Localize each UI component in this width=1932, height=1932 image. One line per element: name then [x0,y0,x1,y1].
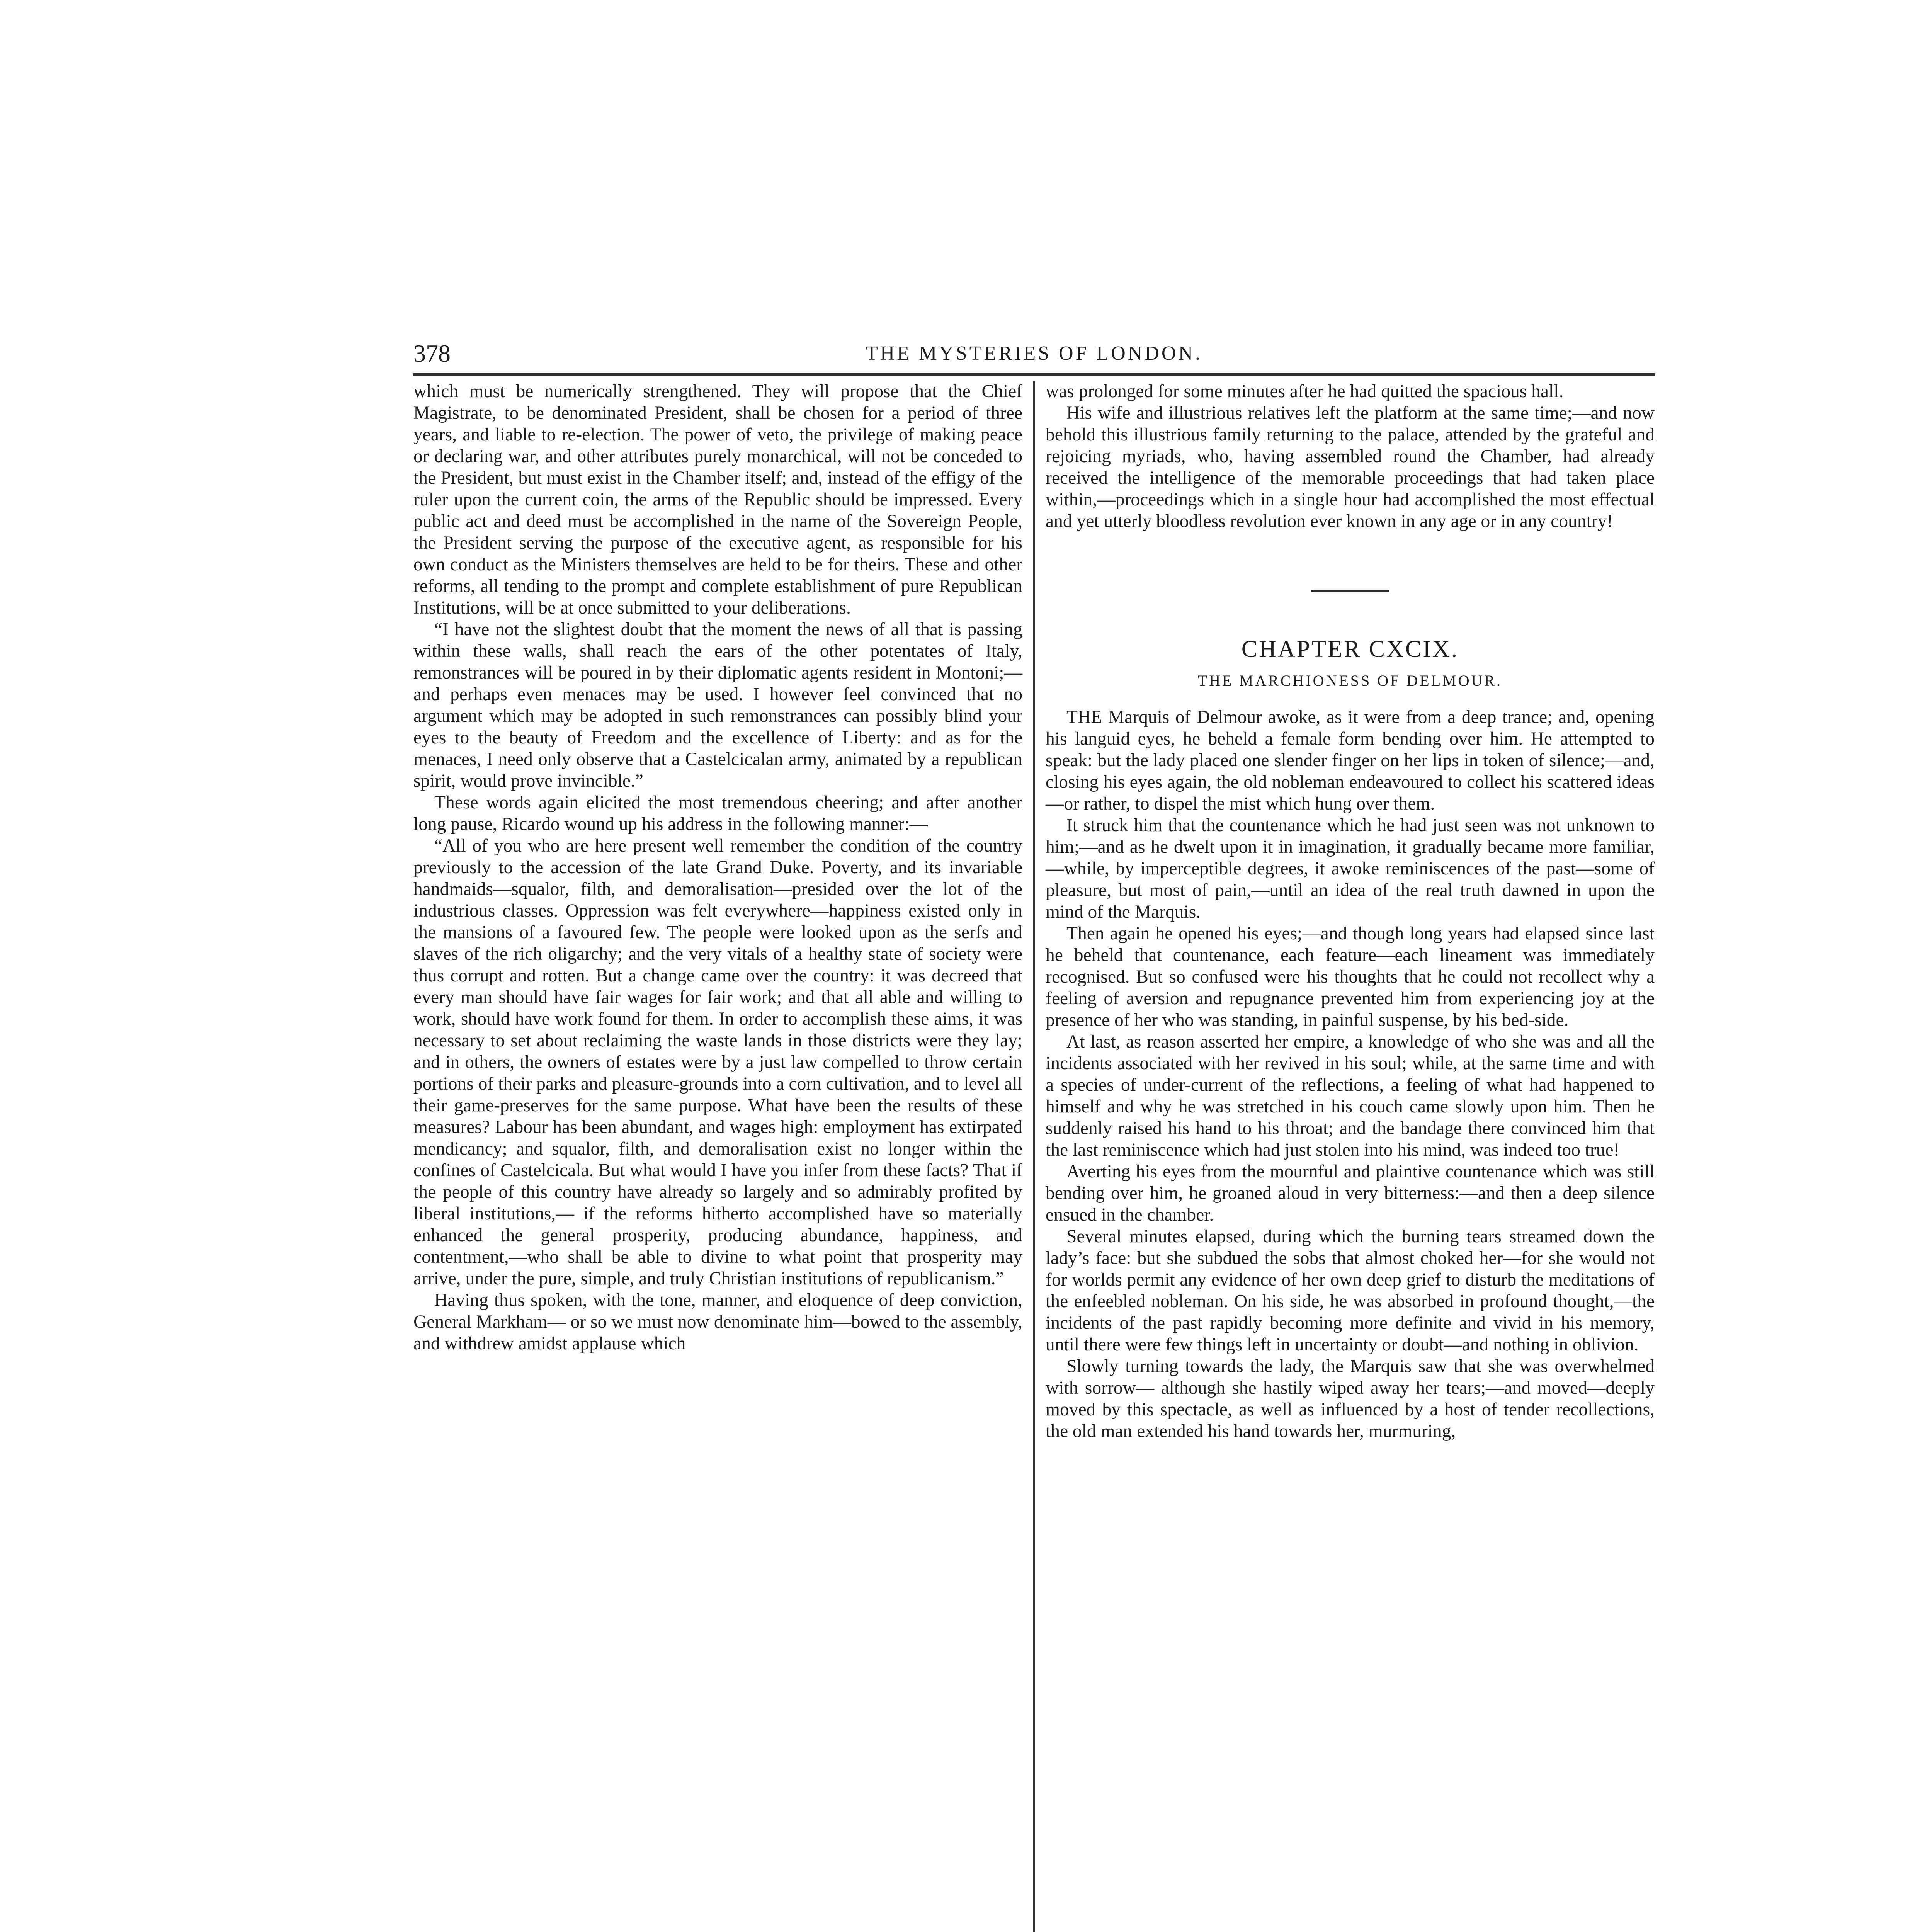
left-paragraph: “All of you who are here present well remember the condition of the country previously to the accession of the late Grand Duke. Poverty, and its invariable handmaids—squalor, filth, and demoralisation—presided over the lot of the industrious classes. Oppression was felt everywhere—happiness existed only in the mansions of a favoured few. The people were looked upon as the serfs and slaves of the rich oligarchy; and the very vitals of a healthy state of society were thus corrupt and rotten. But a change came over the country: it was decreed that every man should have fair wages for fair work; and that all able and willing to work, should have work found for them. In order to accomplish these aims, it was necessary to set about reclaiming the waste lands in those districts were they lay; and in others, the owners of estates were by a just law compelled to throw certain portions of their parks and pleasure-grounds into a corn cultivation, and to level all their game-preserves for the same purpose. What have been the results of these measures? Labour has been abundant, and wages high: employment has extirpated mendicancy; and squalor, filth, and demoralisation exist no longer within the confines of Castelcicala. But what would I have you infer from these facts? That if the people of this country have already so largely and so admirably profited by liberal institutions,— if the reforms hitherto accomplished have so materially enhanced the general prosperity, producing abundance, happiness, and contentment,—who shall be able to divine to what point that prosperity may arrive, under the pure, simple, and truly Christian institutions of republicanism.” [413,836,1022,1289]
left-column [413,381,1022,1354]
right-paragraph: It struck him that the countenance which he had just seen was not unknown to him;—and as he dwelt upon it in imagination, it gradually became more familiar,—while, by imperceptible degrees, it awoke reminiscences of the past—some of pleasure, but most of pain,—until an idea of the real truth dawned in upon the mind of the Marquis. [1046,815,1655,922]
page-header [413,336,1655,371]
right-paragraph: Then again he opened his eyes;—and though long years had elapsed since last he beheld that countenance, each feature—each lineament was immediately recognised. But so confused were his thoughts that he could not recollect why a feeling of aversion and repugnance prevented him from experiencing joy at the presence of her who was standing, in painful suspense, by his bed-side. [1046,923,1655,1030]
left-paragraph: “I have not the slightest doubt that the moment the news of all that is passing within these walls, shall reach the ears of the other potentates of Italy, remonstrances will be poured in by their diplomatic agents resident in Montoni;—and perhaps even menaces may be used. I however feel convinced that no argument which may be adopted in such remonstrances can possibly blind your eyes to the beauty of Freedom and the excellence of Liberty: and as for the menaces, I need only observe that a Castelcicalan army, animated by a republican spirit, would prove invincible.” [413,619,1022,791]
column-divider [1033,381,1035,1932]
chapter-subtitle: THE MARCHIONESS OF DELMOUR. [1197,672,1503,689]
right-paragraph: Slowly turning towards the lady, the Marquis saw that she was overwhelmed with sorrow— although she hastily wiped away her tears;—and moved—deeply moved by this spectacle, as well as influenced by a host of tender recollections, the old man extended his hand towards her, murmuring, [1046,1356,1655,1441]
page-number: 378 [413,340,451,367]
right-paragraph: His wife and illustrious relatives left the platform at the same time;—and now behold this illustrious family returning to the palace, attended by the grateful and rejoicing myriads, who, having assembled round the Chamber, had already received the intelligence of the memorable proceedings that had taken place within,—proceedings which in a single hour had accomplished the most effectual and yet utterly bloodless revolution ever known in any age or in any country! [1046,403,1655,531]
header-rule [413,373,1655,376]
right-paragraph: At last, as reason asserted her empire, a knowledge of who she was and all the incidents associated with her revived in his soul; while, at the same time and with a species of under-current of the reflections, a feeling of what had happened to himself and why he was stretched in his couch came slowly upon him. Then he suddenly raised his hand to his throat; and the bandage there convinced him that the last reminiscence which had just stolen into his mind, was indeed too true! [1046,1032,1655,1160]
right-paragraph: THE Marquis of Delmour awoke, as it were from a deep trance; and, opening his languid eyes, he beheld a female form bending over him. He attempted to speak: but the lady placed one slender finger on her lips in token of silence;—and, closing his eyes again, the old nobleman endeavoured to collect his scattered ideas—or rather, to dispel the mist which hung over them. [1046,707,1655,814]
right-paragraph: was prolonged for some minutes after he had quitted the spacious hall. [1046,381,1564,401]
right-column [1046,381,1655,1442]
right-paragraph: Averting his eyes from the mournful and plaintive countenance which was still bending over him, he groaned aloud in very bitterness:—and then a deep silence ensued in the chamber. [1046,1162,1655,1225]
book-page [413,336,1655,1932]
left-paragraph: Having thus spoken, with the tone, manner, and eloquence of deep conviction, General Markham— or so we must now denominate him—bowed to the assembly, and withdrew amidst applause which [413,1290,1022,1354]
left-paragraph: which must be numerically strengthened. They will propose that the Chief Magistrate, to be denominated President, shall be chosen for a period of three years, and liable to re-election. The power of veto, the privilege of making peace or declaring war, and other attributes purely monarchical, will not be conceded to the President, but must exist in the Chamber itself; and, instead of the effigy of the ruler upon the current coin, the arms of the Republic should be impressed. Every public act and deed must be accomplished in the name of the Sovereign People, the President serving the purpose of the executive agent, as responsible for his own conduct as the Ministers themselves are held to be for theirs. These and other reforms, all tending to the prompt and complete establishment of pure Republican Institutions, will be at once submitted to your deliberations. [413,381,1022,618]
running-title: THE MYSTERIES OF LONDON. [866,342,1202,364]
section-rule [1311,590,1389,592]
chapter-title: CHAPTER CXCIX. [1241,636,1459,662]
right-paragraph: Several minutes elapsed, during which the burning tears streamed down the lady’s face: but she subdued the sobs that almost choked her—for she would not for worlds permit any evidence of her own deep grief to disturb the meditations of the enfeebled nobleman. On his side, he was absorbed in profound thought,—the incidents of the past rapidly becoming more definite and vivid in his memory, until there were few things left in uncertainty or doubt—and nothing in oblivion. [1046,1226,1655,1355]
left-paragraph: These words again elicited the most tremendous cheering; and after another long pause, Ricardo wound up his address in the following manner:— [413,793,1022,834]
